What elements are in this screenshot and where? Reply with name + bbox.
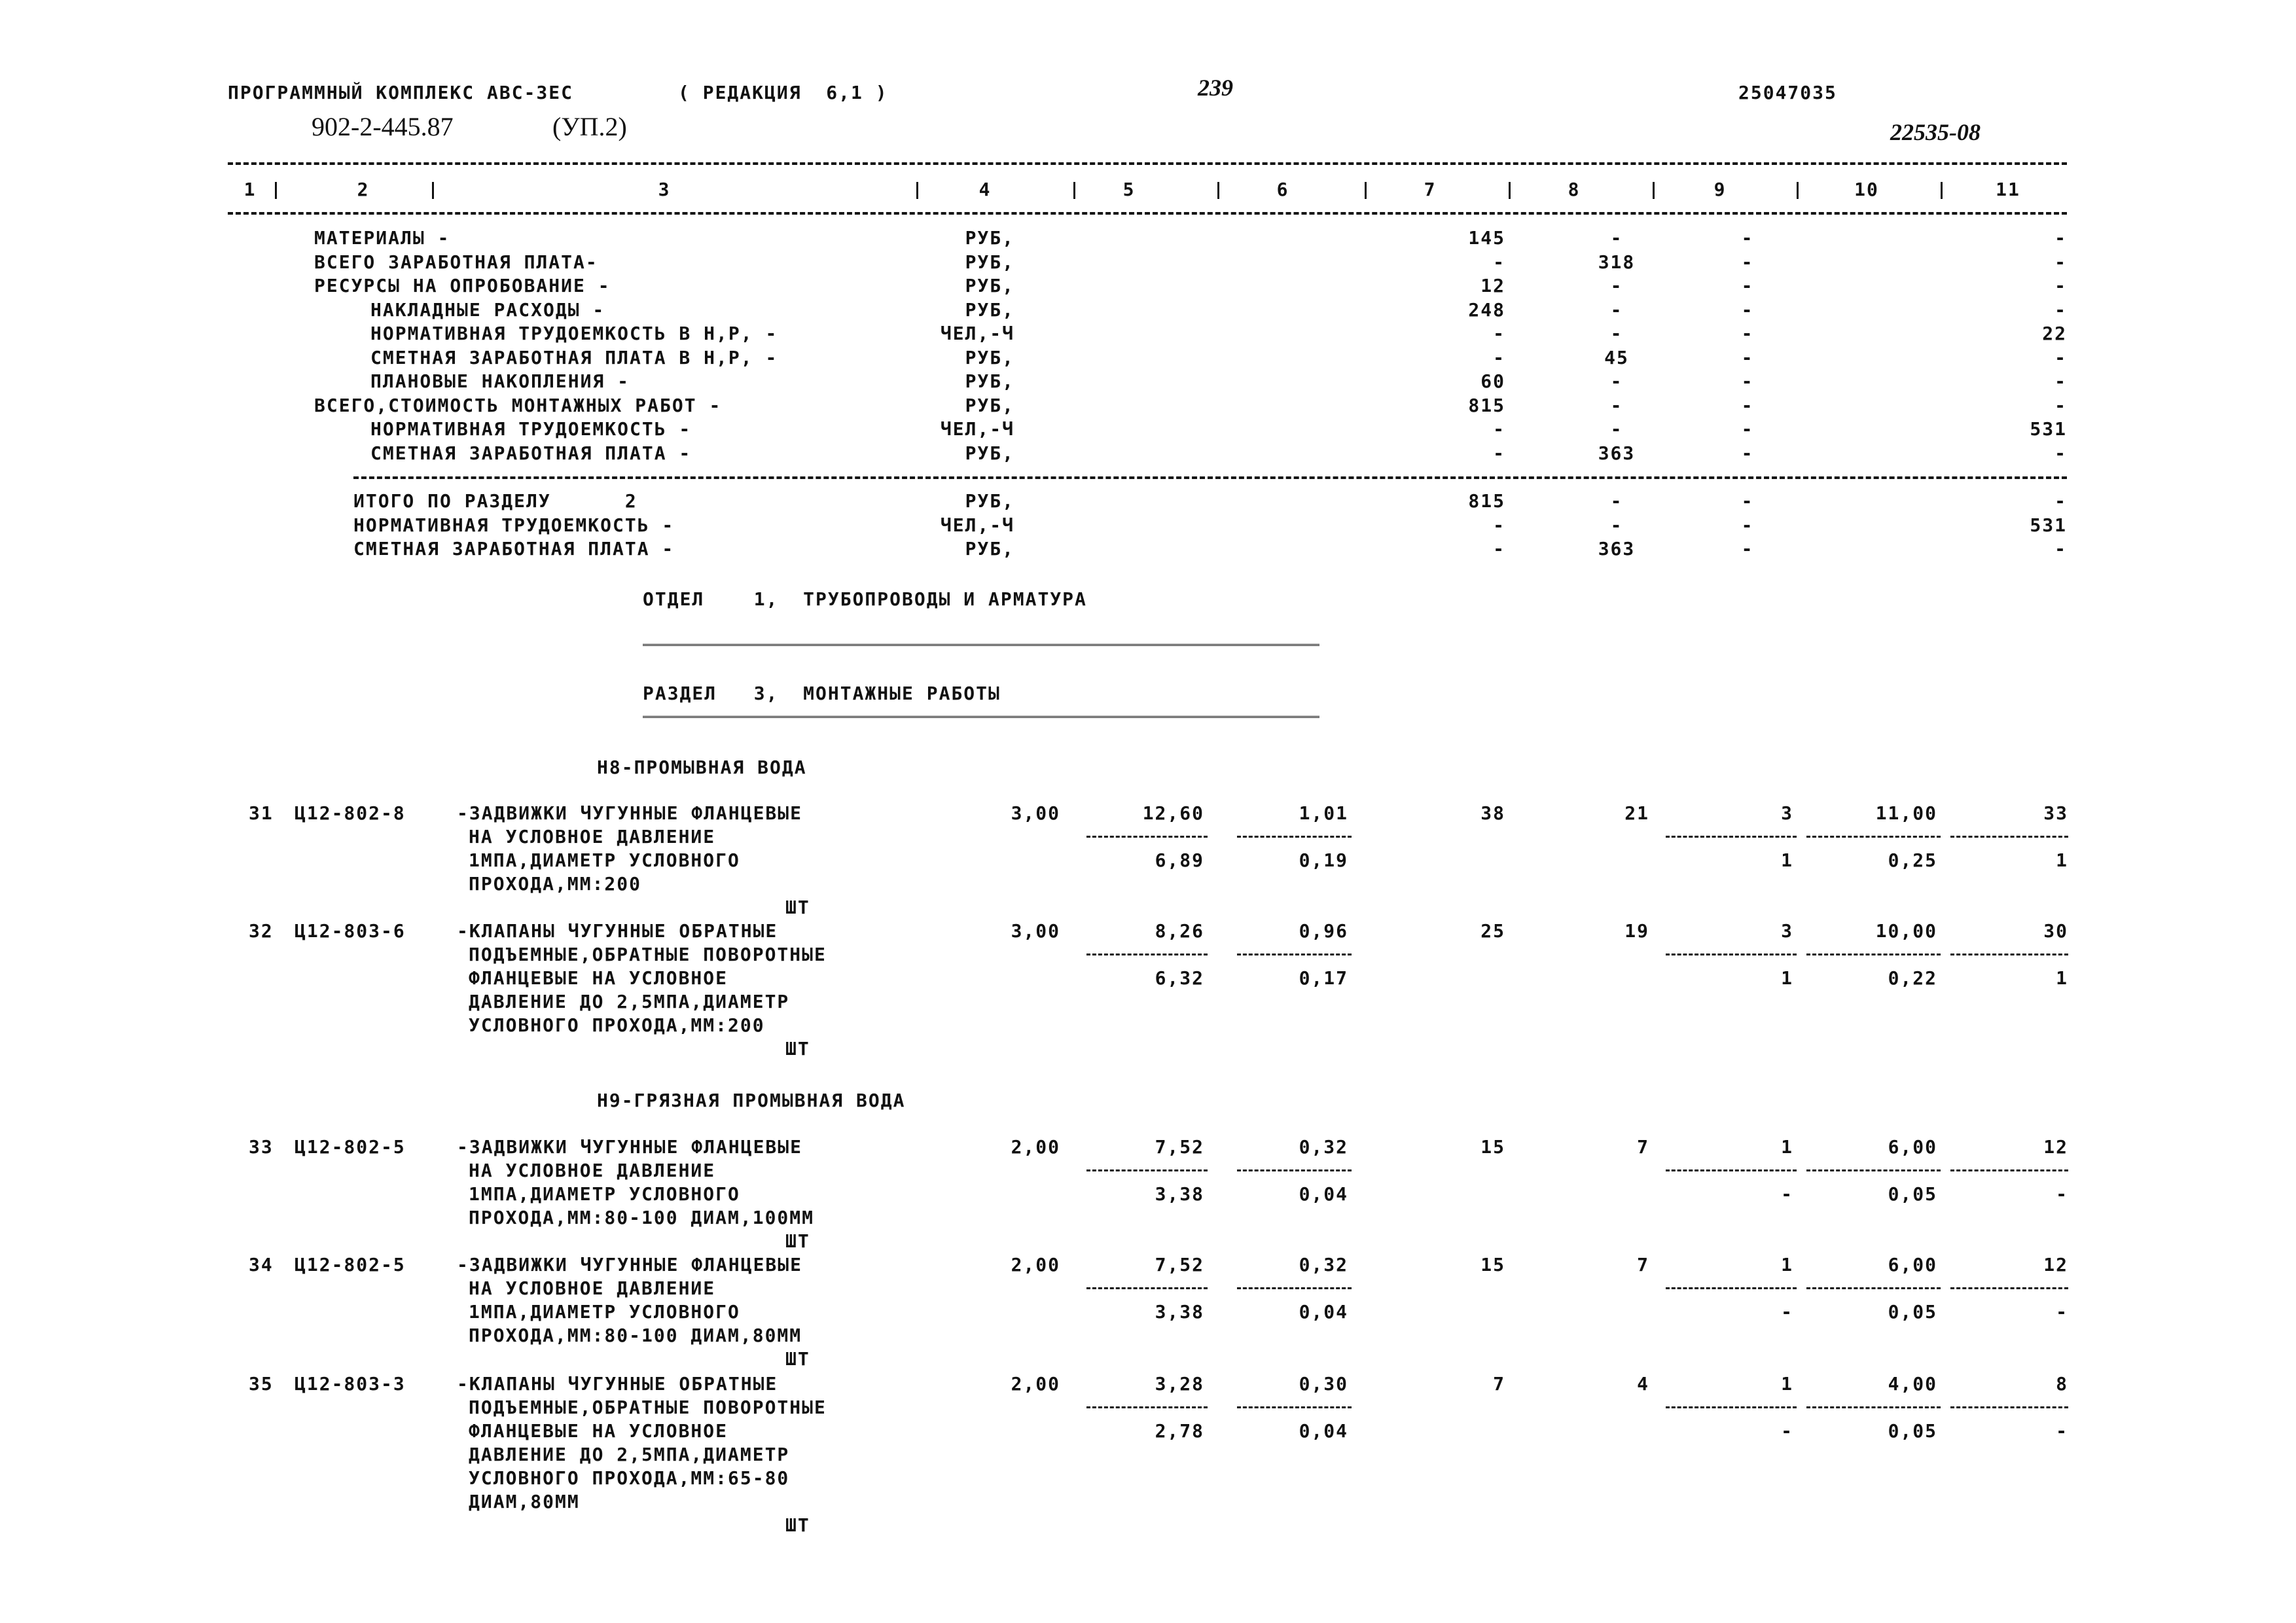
item-number: 33 bbox=[249, 1136, 274, 1158]
item-labor-total: 12 bbox=[2043, 1254, 2068, 1275]
column-divider bbox=[916, 182, 918, 199]
page-number: 239 bbox=[1198, 75, 1233, 101]
item-labor-norm: 6,00 bbox=[1888, 1254, 1937, 1275]
summary-col8: 318 bbox=[1598, 251, 1636, 273]
value-separator bbox=[1806, 954, 1941, 955]
summary-label: НОРМАТИВНАЯ ТРУДОЕМКОСТЬ В Н,Р, - bbox=[370, 323, 778, 344]
summary-unit: РУБ, bbox=[965, 251, 1014, 273]
section-title: РАЗДЕЛ 3, МОНТАЖНЫЕ РАБОТЫ bbox=[643, 683, 1001, 704]
item-unit-machine-wage: 0,04 bbox=[1299, 1183, 1348, 1205]
summary-col11: - bbox=[2054, 275, 2067, 296]
summary-unit: РУБ, bbox=[965, 298, 1014, 321]
value-separator bbox=[1806, 1169, 1941, 1171]
summary-col11: - bbox=[2054, 538, 2067, 560]
item-labor-norm: 11,00 bbox=[1875, 802, 1937, 824]
item-total-machine-wage: - bbox=[1781, 1420, 1793, 1442]
item-labor-norm-machine: 0,05 bbox=[1888, 1301, 1937, 1323]
value-separator bbox=[1086, 1287, 1208, 1289]
item-labor-total-machine: 1 bbox=[2056, 967, 2068, 989]
item-labor-norm: 6,00 bbox=[1888, 1136, 1937, 1158]
column-number: 5 bbox=[1122, 179, 1136, 200]
summary-col7: - bbox=[1493, 346, 1505, 368]
item-number: 34 bbox=[249, 1254, 274, 1275]
item-code: Ц12-803-3 bbox=[295, 1373, 406, 1395]
value-separator bbox=[1086, 1169, 1208, 1171]
item-labor-norm-machine: 0,05 bbox=[1888, 1420, 1937, 1442]
header-top-rule bbox=[228, 162, 2067, 165]
group-title-n8: Н8-ПРОМЫВНАЯ ВОДА bbox=[597, 757, 807, 778]
summary-col9: - bbox=[1741, 370, 1754, 392]
column-divider bbox=[1365, 182, 1367, 199]
summary-col9: - bbox=[1741, 514, 1754, 536]
item-description-line: -КЛАПАНЫ ЧУГУННЫЕ ОБРАТНЫЕ bbox=[457, 1373, 778, 1395]
item-description-line: ПРОХОДА,ММ:80-100 ДИАМ,100ММ bbox=[469, 1207, 815, 1228]
item-unit-wage: 3,38 bbox=[1155, 1301, 1204, 1323]
item-unit-machine: 0,30 bbox=[1299, 1373, 1348, 1395]
column-divider bbox=[432, 182, 434, 199]
summary-col11: - bbox=[2054, 394, 2067, 416]
column-divider bbox=[1941, 182, 1943, 199]
header-bottom-rule bbox=[228, 212, 2067, 215]
summary-unit: РУБ, bbox=[965, 442, 1014, 464]
item-number: 31 bbox=[249, 802, 274, 824]
summary-col11: - bbox=[2054, 490, 2067, 512]
summary-col9: - bbox=[1741, 251, 1754, 273]
item-description-line: ФЛАНЦЕВЫЕ НА УСЛОВНОЕ bbox=[469, 967, 728, 989]
item-unit-cost: 8,26 bbox=[1155, 920, 1204, 942]
item-total-wage: 7 bbox=[1637, 1254, 1649, 1275]
item-quantity: 2,00 bbox=[1011, 1254, 1060, 1275]
item-labor-total-machine: - bbox=[2056, 1301, 2068, 1323]
item-unit-cost: 12,60 bbox=[1142, 802, 1204, 824]
value-separator bbox=[1666, 836, 1797, 838]
program-name: ПРОГРАММНЫЙ КОМПЛЕКС АВС-3ЕС bbox=[228, 82, 574, 103]
value-separator bbox=[1806, 1287, 1941, 1289]
item-description-line: -ЗАДВИЖКИ ЧУГУННЫЕ ФЛАНЦЕВЫЕ bbox=[457, 1136, 803, 1158]
summary-label: НАКЛАДНЫЕ РАСХОДЫ - bbox=[370, 298, 605, 321]
value-separator bbox=[1666, 1169, 1797, 1171]
summary-unit: РУБ, bbox=[965, 538, 1014, 560]
item-description-line: ПРОХОДА,ММ:200 bbox=[469, 873, 642, 895]
item-unit: ШТ bbox=[785, 1348, 810, 1370]
value-separator bbox=[1666, 1287, 1797, 1289]
project-number: 902-2-445.87 bbox=[312, 112, 454, 141]
value-separator bbox=[1806, 1406, 1941, 1408]
item-quantity: 2,00 bbox=[1011, 1136, 1060, 1158]
department-underline bbox=[643, 644, 1319, 646]
item-unit-machine-wage: 0,19 bbox=[1299, 849, 1348, 871]
summary-label: ВСЕГО ЗАРАБОТНАЯ ПЛАТА- bbox=[314, 251, 598, 273]
value-separator bbox=[1666, 954, 1797, 955]
item-total-cost: 25 bbox=[1480, 920, 1505, 942]
item-unit-machine-wage: 0,04 bbox=[1299, 1420, 1348, 1442]
summary-col8: - bbox=[1610, 394, 1623, 416]
summary-col7: 60 bbox=[1480, 370, 1505, 392]
item-labor-total: 33 bbox=[2043, 802, 2068, 824]
item-labor-total-machine: - bbox=[2056, 1183, 2068, 1205]
item-description-line: НА УСЛОВНОЕ ДАВЛЕНИЕ bbox=[469, 1277, 716, 1299]
summary-label: НОРМАТИВНАЯ ТРУДОЕМКОСТЬ - bbox=[370, 418, 692, 440]
summary-col11: - bbox=[2054, 298, 2067, 321]
summary-col8: - bbox=[1610, 514, 1623, 536]
summary-col9: - bbox=[1741, 346, 1754, 368]
value-separator bbox=[1666, 1406, 1797, 1408]
item-description-line: -ЗАДВИЖКИ ЧУГУННЫЕ ФЛАНЦЕВЫЕ bbox=[457, 1254, 803, 1275]
summary-unit: ЧЕЛ,-Ч bbox=[940, 514, 1014, 536]
item-labor-norm: 10,00 bbox=[1875, 920, 1937, 942]
item-total-machine: 1 bbox=[1781, 1136, 1793, 1158]
summary-label: РЕСУРСЫ НА ОПРОБОВАНИЕ - bbox=[314, 275, 611, 296]
column-divider bbox=[1509, 182, 1511, 199]
summary-col7: 248 bbox=[1468, 298, 1505, 321]
summary-col11: - bbox=[2054, 370, 2067, 392]
summary-col7: 12 bbox=[1480, 275, 1505, 296]
item-description-line: ДИАМ,80ММ bbox=[469, 1491, 580, 1512]
item-total-cost: 15 bbox=[1480, 1136, 1505, 1158]
value-separator bbox=[1950, 954, 2068, 955]
summary-col9: - bbox=[1741, 442, 1754, 464]
value-separator bbox=[1237, 954, 1352, 955]
summary-col9: - bbox=[1741, 394, 1754, 416]
item-unit-wage: 2,78 bbox=[1155, 1420, 1204, 1442]
summary-unit: РУБ, bbox=[965, 394, 1014, 416]
summary-col7: - bbox=[1493, 442, 1505, 464]
item-total-cost: 38 bbox=[1480, 802, 1505, 824]
item-unit-machine: 1,01 bbox=[1299, 802, 1348, 824]
value-separator bbox=[1950, 1169, 2068, 1171]
item-labor-norm-machine: 0,05 bbox=[1888, 1183, 1937, 1205]
column-divider bbox=[1797, 182, 1799, 199]
summary-label: МАТЕРИАЛЫ - bbox=[314, 227, 450, 249]
summary-col8: - bbox=[1610, 275, 1623, 296]
column-number: 9 bbox=[1713, 179, 1727, 200]
summary-unit: РУБ, bbox=[965, 490, 1014, 512]
summary-col8: - bbox=[1610, 298, 1623, 321]
summary-col8: - bbox=[1610, 490, 1623, 512]
summary-col11: - bbox=[2054, 442, 2067, 464]
summary-unit: РУБ, bbox=[965, 346, 1014, 368]
item-unit-machine-wage: 0,04 bbox=[1299, 1301, 1348, 1323]
item-code: Ц12-802-5 bbox=[295, 1254, 406, 1275]
item-description-line: ДАВЛЕНИЕ ДО 2,5МПА,ДИАМЕТР bbox=[469, 1444, 790, 1465]
item-number: 35 bbox=[249, 1373, 274, 1395]
column-number: 6 bbox=[1276, 179, 1289, 200]
column-number: 3 bbox=[658, 179, 671, 200]
item-description-line: ФЛАНЦЕВЫЕ НА УСЛОВНОЕ bbox=[469, 1420, 728, 1442]
item-labor-total: 30 bbox=[2043, 920, 2068, 942]
summary-col11: - bbox=[2054, 227, 2067, 249]
column-number: 8 bbox=[1568, 179, 1581, 200]
item-unit-wage: 6,89 bbox=[1155, 849, 1204, 871]
item-total-cost: 15 bbox=[1480, 1254, 1505, 1275]
summary-col11: - bbox=[2054, 346, 2067, 368]
summary-col7: - bbox=[1493, 251, 1505, 273]
item-total-machine-wage: 1 bbox=[1781, 967, 1793, 989]
summary-col8: - bbox=[1610, 227, 1623, 249]
department-title: ОТДЕЛ 1, ТРУБОПРОВОДЫ И АРМАТУРА bbox=[643, 588, 1087, 610]
item-total-wage: 21 bbox=[1624, 802, 1649, 824]
summary-col11: 22 bbox=[2042, 323, 2067, 344]
summary-label: ПЛАНОВЫЕ НАКОПЛЕНИЯ - bbox=[370, 370, 630, 392]
item-description-line: УСЛОВНОГО ПРОХОДА,ММ:65-80 bbox=[469, 1467, 790, 1489]
group-title-n9: Н9-ГРЯЗНАЯ ПРОМЫВНАЯ ВОДА bbox=[597, 1090, 906, 1111]
item-description-line: ПОДЪЕМНЫЕ,ОБРАТНЫЕ ПОВОРОТНЫЕ bbox=[469, 944, 827, 965]
item-labor-norm-machine: 0,22 bbox=[1888, 967, 1937, 989]
value-separator bbox=[1086, 1406, 1208, 1408]
summary-label: СМЕТНАЯ ЗАРАБОТНАЯ ПЛАТА - bbox=[353, 538, 675, 560]
summary-col9: - bbox=[1741, 538, 1754, 560]
item-total-machine: 3 bbox=[1781, 802, 1793, 824]
item-number: 32 bbox=[249, 920, 274, 942]
volume-label: (УП.2) bbox=[552, 112, 627, 141]
item-unit-machine: 0,32 bbox=[1299, 1254, 1348, 1275]
item-unit-machine-wage: 0,17 bbox=[1299, 967, 1348, 989]
value-separator bbox=[1086, 836, 1208, 838]
item-description-line: 1МПА,ДИАМЕТР УСЛОВНОГО bbox=[469, 849, 740, 871]
document-code: 25047035 bbox=[1738, 82, 1837, 103]
item-description-line: ПРОХОДА,ММ:80-100 ДИАМ,80ММ bbox=[469, 1325, 802, 1346]
item-code: Ц12-802-5 bbox=[295, 1136, 406, 1158]
summary-unit: ЧЕЛ,-Ч bbox=[940, 418, 1014, 440]
summary-col7: - bbox=[1493, 323, 1505, 344]
column-divider bbox=[1653, 182, 1655, 199]
summary-label: СМЕТНАЯ ЗАРАБОТНАЯ ПЛАТА - bbox=[370, 442, 692, 464]
summary-col9: - bbox=[1741, 227, 1754, 249]
summary-label: ИТОГО ПО РАЗДЕЛУ 2 bbox=[353, 490, 637, 512]
item-quantity: 2,00 bbox=[1011, 1373, 1060, 1395]
column-number: 4 bbox=[978, 179, 992, 200]
summary-unit: ЧЕЛ,-Ч bbox=[940, 323, 1014, 344]
summary-col11: 531 bbox=[2030, 418, 2067, 440]
item-labor-norm-machine: 0,25 bbox=[1888, 849, 1937, 871]
item-description-line: НА УСЛОВНОЕ ДАВЛЕНИЕ bbox=[469, 826, 716, 847]
item-labor-total: 8 bbox=[2056, 1373, 2068, 1395]
item-labor-norm: 4,00 bbox=[1888, 1373, 1937, 1395]
item-total-machine: 1 bbox=[1781, 1254, 1793, 1275]
summary-unit: РУБ, bbox=[965, 275, 1014, 296]
column-number: 10 bbox=[1854, 179, 1879, 200]
item-unit-machine: 0,32 bbox=[1299, 1136, 1348, 1158]
summary-separator bbox=[353, 476, 2067, 479]
summary-label: ВСЕГО,СТОИМОСТЬ МОНТАЖНЫХ РАБОТ - bbox=[314, 394, 722, 416]
item-unit-wage: 3,38 bbox=[1155, 1183, 1204, 1205]
value-separator bbox=[1237, 836, 1352, 838]
value-separator bbox=[1237, 1406, 1352, 1408]
section-underline bbox=[643, 716, 1319, 718]
column-number: 7 bbox=[1424, 179, 1437, 200]
summary-col7: - bbox=[1493, 418, 1505, 440]
item-total-cost: 7 bbox=[1493, 1373, 1505, 1395]
value-separator bbox=[1086, 954, 1208, 955]
summary-col7: - bbox=[1493, 538, 1505, 560]
item-unit: ШТ bbox=[785, 1514, 810, 1536]
item-description-line: -КЛАПАНЫ ЧУГУННЫЕ ОБРАТНЫЕ bbox=[457, 920, 778, 942]
summary-label: СМЕТНАЯ ЗАРАБОТНАЯ ПЛАТА В Н,Р, - bbox=[370, 346, 778, 368]
item-description-line: 1МПА,ДИАМЕТР УСЛОВНОГО bbox=[469, 1183, 740, 1205]
item-description-line: ДАВЛЕНИЕ ДО 2,5МПА,ДИАМЕТР bbox=[469, 991, 790, 1012]
summary-col11: - bbox=[2054, 251, 2067, 273]
summary-unit: РУБ, bbox=[965, 227, 1014, 249]
item-description-line: 1МПА,ДИАМЕТР УСЛОВНОГО bbox=[469, 1301, 740, 1323]
summary-col7: - bbox=[1493, 514, 1505, 536]
summary-col9: - bbox=[1741, 323, 1754, 344]
item-unit-wage: 6,32 bbox=[1155, 967, 1204, 989]
item-total-machine-wage: 1 bbox=[1781, 849, 1793, 871]
summary-col9: - bbox=[1741, 418, 1754, 440]
value-separator bbox=[1950, 836, 2068, 838]
summary-col7: 145 bbox=[1468, 227, 1505, 249]
value-separator bbox=[1237, 1287, 1352, 1289]
summary-col9: - bbox=[1741, 490, 1754, 512]
summary-col8: - bbox=[1610, 323, 1623, 344]
column-number: 1 bbox=[243, 179, 257, 200]
item-unit-cost: 3,28 bbox=[1155, 1373, 1204, 1395]
column-divider bbox=[1073, 182, 1075, 199]
value-separator bbox=[1950, 1287, 2068, 1289]
archive-stamp: 22535-08 bbox=[1890, 119, 1981, 145]
item-total-machine-wage: - bbox=[1781, 1301, 1793, 1323]
value-separator bbox=[1806, 836, 1941, 838]
item-description-line: УСЛОВНОГО ПРОХОДА,ММ:200 bbox=[469, 1014, 765, 1036]
summary-col8: - bbox=[1610, 418, 1623, 440]
summary-col9: - bbox=[1741, 275, 1754, 296]
summary-unit: РУБ, bbox=[965, 370, 1014, 392]
item-unit-machine: 0,96 bbox=[1299, 920, 1348, 942]
summary-col8: 363 bbox=[1598, 442, 1636, 464]
value-separator bbox=[1950, 1406, 2068, 1408]
item-labor-total-machine: 1 bbox=[2056, 849, 2068, 871]
item-total-machine: 1 bbox=[1781, 1373, 1793, 1395]
column-divider bbox=[275, 182, 277, 199]
item-code: Ц12-802-8 bbox=[295, 802, 406, 824]
column-number: 11 bbox=[1996, 179, 2020, 200]
item-total-wage: 4 bbox=[1637, 1373, 1649, 1395]
column-divider bbox=[1217, 182, 1219, 199]
value-separator bbox=[1237, 1169, 1352, 1171]
item-total-machine-wage: - bbox=[1781, 1183, 1793, 1205]
item-unit-cost: 7,52 bbox=[1155, 1254, 1204, 1275]
item-quantity: 3,00 bbox=[1011, 802, 1060, 824]
item-unit: ШТ bbox=[785, 1038, 810, 1060]
item-quantity: 3,00 bbox=[1011, 920, 1060, 942]
item-description-line: -ЗАДВИЖКИ ЧУГУННЫЕ ФЛАНЦЕВЫЕ bbox=[457, 802, 803, 824]
summary-label: НОРМАТИВНАЯ ТРУДОЕМКОСТЬ - bbox=[353, 514, 675, 536]
item-unit-cost: 7,52 bbox=[1155, 1136, 1204, 1158]
item-total-machine: 3 bbox=[1781, 920, 1793, 942]
summary-col7: 815 bbox=[1468, 490, 1505, 512]
summary-col7: 815 bbox=[1468, 394, 1505, 416]
item-labor-total: 12 bbox=[2043, 1136, 2068, 1158]
item-total-wage: 7 bbox=[1637, 1136, 1649, 1158]
item-code: Ц12-803-6 bbox=[295, 920, 406, 942]
column-number: 2 bbox=[357, 179, 370, 200]
item-labor-total-machine: - bbox=[2056, 1420, 2068, 1442]
summary-col8: 45 bbox=[1604, 346, 1629, 368]
item-description-line: ПОДЪЕМНЫЕ,ОБРАТНЫЕ ПОВОРОТНЫЕ bbox=[469, 1397, 827, 1418]
edition-label: ( РЕДАКЦИЯ 6,1 ) bbox=[678, 82, 888, 103]
item-total-wage: 19 bbox=[1624, 920, 1649, 942]
summary-col9: - bbox=[1741, 298, 1754, 321]
summary-col11: 531 bbox=[2030, 514, 2067, 536]
summary-col8: 363 bbox=[1598, 538, 1636, 560]
item-unit: ШТ bbox=[785, 1230, 810, 1252]
item-unit: ШТ bbox=[785, 897, 810, 918]
summary-col8: - bbox=[1610, 370, 1623, 392]
item-description-line: НА УСЛОВНОЕ ДАВЛЕНИЕ bbox=[469, 1160, 716, 1181]
